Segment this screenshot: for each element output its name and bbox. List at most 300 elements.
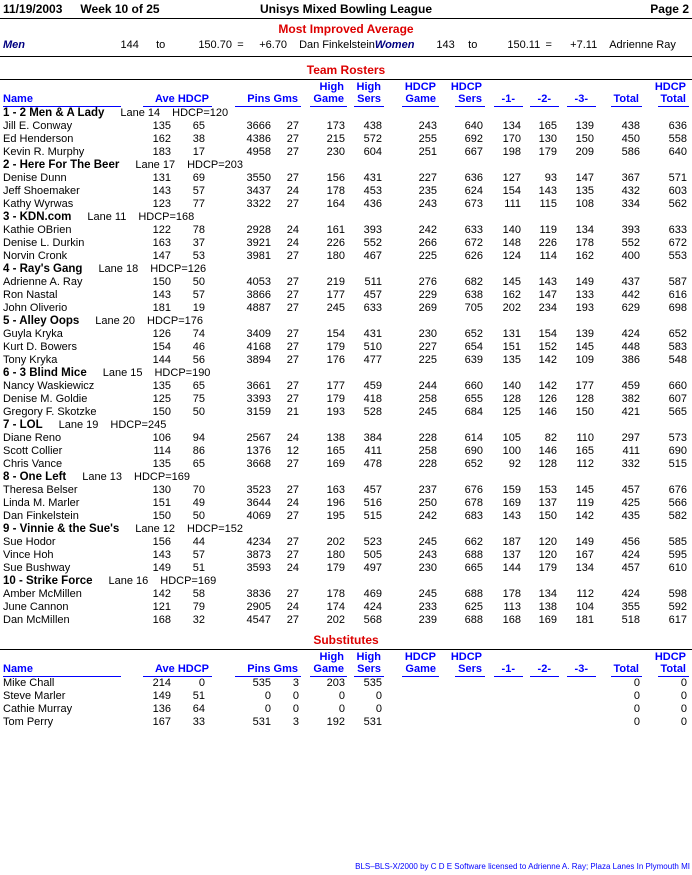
player-row	[3, 614, 689, 627]
player-stat: 27	[286, 341, 299, 353]
player-stat: 633	[464, 224, 483, 236]
player-stat: 258	[418, 445, 437, 457]
player-stat: 431	[363, 172, 382, 184]
col-header-high-game: Game	[301, 663, 347, 677]
player-stat: 2567	[246, 432, 271, 444]
player-stat: 64	[192, 703, 205, 715]
player-name: Denise Dunn	[3, 172, 67, 184]
most-improved-row	[0, 36, 692, 57]
player-name: Kevin R. Murphy	[3, 146, 85, 158]
player-stat: 27	[286, 510, 299, 522]
player-stat: 636	[464, 172, 483, 184]
player-stat: 114	[153, 445, 171, 457]
player-stat: 202	[326, 536, 345, 548]
player-stat: 633	[363, 302, 382, 314]
player-stat: 245	[418, 536, 437, 548]
player-stat: 3981	[246, 250, 271, 262]
player-stat: 153	[538, 484, 557, 496]
player-stat: 165	[575, 445, 594, 457]
player-stat: 421	[621, 406, 640, 418]
player-stat: 27	[286, 276, 299, 288]
col-header-hdcp-sers: Sers	[439, 663, 485, 677]
player-stat: 562	[668, 198, 687, 210]
player-stat: 149	[152, 690, 171, 702]
player-stat: 688	[464, 614, 483, 626]
player-name: Linda M. Marler	[3, 497, 80, 509]
player-stat: 411	[622, 445, 640, 457]
player-stat: 51	[192, 562, 205, 574]
player-stat: 3593	[246, 562, 271, 574]
player-stat: 24	[286, 432, 299, 444]
player-stat: 94	[192, 432, 205, 444]
player-stat: 138	[326, 432, 345, 444]
player-stat: 592	[668, 601, 687, 613]
player-name: Steve Marler	[3, 690, 66, 702]
player-stat: 610	[668, 562, 687, 574]
team-header-cell	[3, 315, 689, 328]
player-stat: 595	[668, 549, 687, 561]
women-delta: +7.11	[570, 39, 598, 51]
player-stat: 531	[363, 716, 382, 728]
col-header-high-game: Game	[301, 93, 347, 107]
team-hdcp-label: HDCP=190	[154, 367, 211, 379]
player-stat: 126	[538, 393, 557, 405]
player-stat: 250	[418, 497, 437, 509]
player-row	[3, 601, 689, 614]
player-stat: 448	[621, 341, 640, 353]
player-stat: 230	[418, 562, 437, 574]
player-stat: 27	[286, 380, 299, 392]
team-header-row	[3, 263, 689, 276]
col-header-game3: -3-	[559, 93, 596, 107]
player-stat: 120	[538, 549, 557, 561]
player-row	[3, 677, 689, 690]
player-stat: 467	[363, 250, 382, 262]
player-stat: 49	[192, 497, 205, 509]
player-name: Diane Reno	[3, 432, 62, 444]
player-stat: 518	[621, 614, 640, 626]
player-stat: 178	[575, 237, 594, 249]
team-title: 1 - 2 Men & A Lady	[3, 107, 105, 119]
player-stat	[559, 677, 596, 690]
player-stat: 124	[502, 250, 521, 262]
team-lane-label: Lane 14	[120, 107, 161, 119]
player-stat: 684	[464, 406, 483, 418]
player-name: Tony Kryka	[3, 354, 58, 366]
player-name: Scott Collier	[3, 445, 63, 457]
player-stat: 459	[621, 380, 640, 392]
team-lane-label: Lane 15	[102, 367, 143, 379]
col-header-hdcp2: HDCP	[450, 81, 482, 93]
team-header-row	[3, 523, 689, 536]
player-row	[3, 185, 689, 198]
player-stat: 27	[286, 198, 299, 210]
team-lane-label: Lane 20	[95, 315, 136, 327]
player-stat: 0	[375, 690, 382, 702]
player-stat: 660	[668, 380, 687, 392]
subs-table-body	[3, 677, 689, 729]
player-stat: 225	[418, 354, 437, 366]
player-stat: 0	[633, 703, 640, 715]
player-stat: 477	[363, 354, 382, 366]
player-stat: 233	[418, 601, 437, 613]
player-row	[3, 172, 689, 185]
player-stat: 196	[326, 497, 345, 509]
team-hdcp-label: HDCP=120	[172, 107, 229, 119]
player-stat: 655	[464, 393, 483, 405]
player-stat: 4168	[246, 341, 271, 353]
player-stat: 178	[502, 588, 521, 600]
player-stat: 17	[192, 146, 205, 158]
player-stat: 586	[621, 146, 640, 158]
team-title: 5 - Alley Oops	[3, 315, 80, 327]
player-stat: 3437	[246, 185, 271, 197]
player-stat: 209	[575, 146, 594, 158]
player-stat: 3661	[246, 380, 271, 392]
player-stat: 219	[326, 276, 345, 288]
player-row	[3, 393, 689, 406]
player-stat: 511	[364, 276, 382, 288]
player-stat: 152	[538, 341, 557, 353]
player-stat: 144	[502, 562, 521, 574]
player-stat: 228	[418, 432, 437, 444]
player-stat: 86	[192, 445, 205, 457]
player-stat: 227	[418, 172, 437, 184]
player-stat: 617	[668, 614, 687, 626]
player-stat: 27	[286, 302, 299, 314]
player-stat: 154	[502, 185, 521, 197]
player-stat: 156	[152, 536, 171, 548]
col-header-spacer	[485, 651, 523, 663]
player-stat: 21	[286, 406, 299, 418]
player-stat: 122	[152, 224, 171, 236]
player-stat: 604	[363, 146, 382, 158]
player-stat: 698	[668, 302, 687, 314]
team-header-row	[3, 107, 689, 120]
player-stat	[485, 703, 523, 716]
col-header-total: Total	[596, 663, 642, 677]
player-stat: 150	[575, 133, 594, 145]
player-row	[3, 302, 689, 315]
player-row	[3, 276, 689, 289]
player-stat	[439, 677, 485, 690]
player-stat: 65	[192, 120, 205, 132]
player-stat: 145	[502, 276, 521, 288]
player-stat: 226	[326, 237, 345, 249]
player-stat: 161	[326, 224, 345, 236]
player-stat: 251	[418, 146, 437, 158]
most-improved-title: Most Improved Average	[278, 22, 414, 36]
player-stat	[559, 716, 596, 729]
player-name: Chris Vance	[3, 458, 63, 470]
player-stat: 57	[192, 185, 205, 197]
player-stat: 225	[418, 250, 437, 262]
player-stat: 149	[152, 562, 171, 574]
player-stat: 46	[192, 341, 205, 353]
team-hdcp-label: HDCP=168	[138, 211, 195, 223]
player-row	[3, 549, 689, 562]
team-header-row	[3, 471, 689, 484]
player-stat: 214	[152, 677, 171, 689]
player-stat: 53	[192, 250, 205, 262]
col-header-high2: High	[356, 651, 381, 663]
player-name: Jeff Shoemaker	[3, 185, 80, 197]
player-stat: 167	[152, 716, 171, 728]
player-stat: 0	[375, 703, 382, 715]
player-stat: 614	[464, 432, 483, 444]
player-stat: 119	[576, 497, 594, 509]
player-stat: 159	[502, 484, 521, 496]
player-stat: 44	[192, 536, 205, 548]
player-stat: 245	[418, 406, 437, 418]
player-stat: 0	[338, 690, 345, 702]
player-stat: 438	[621, 120, 640, 132]
player-stat: 135	[152, 458, 171, 470]
player-stat: 0	[264, 703, 271, 715]
player-stat: 177	[575, 380, 594, 392]
player-stat: 418	[363, 393, 382, 405]
player-stat: 255	[418, 133, 437, 145]
player-stat: 566	[668, 497, 687, 509]
team-header-row	[3, 211, 689, 224]
player-stat: 119	[539, 224, 557, 236]
team-title: 9 - Vinnie & the Sue's	[3, 523, 120, 535]
player-stat: 120	[538, 536, 557, 548]
player-stat: 258	[418, 393, 437, 405]
col-header-hdcp1: HDCP	[404, 81, 436, 93]
player-stat: 169	[502, 497, 521, 509]
col-header-spacer	[523, 81, 559, 93]
player-stat: 154	[152, 341, 171, 353]
player-stat: 0	[633, 690, 640, 702]
player-stat: 131	[152, 172, 171, 184]
player-row	[3, 224, 689, 237]
player-stat: 3409	[246, 328, 271, 340]
team-rosters-title: Team Rosters	[0, 63, 692, 80]
player-stat: 143	[152, 289, 171, 301]
player-name: Adrienne A. Ray	[3, 276, 83, 288]
player-stat: 690	[464, 445, 483, 457]
player-stat: 598	[668, 588, 687, 600]
player-stat: 633	[668, 224, 687, 236]
player-stat: 478	[363, 458, 382, 470]
player-row	[3, 406, 689, 419]
player-stat: 147	[152, 250, 171, 262]
player-stat	[384, 703, 439, 716]
player-stat: 69	[192, 172, 205, 184]
player-name: Sue Hodor	[3, 536, 56, 548]
player-stat: 142	[152, 588, 171, 600]
player-stat: 688	[464, 588, 483, 600]
player-stat: 0	[680, 703, 687, 715]
player-stat: 128	[538, 458, 557, 470]
col-header-hdcp-game: Game	[384, 663, 439, 677]
player-stat: 78	[192, 224, 205, 236]
player-stat: 74	[192, 328, 205, 340]
col-header-high1: High	[319, 81, 344, 93]
player-stat: 24	[286, 224, 299, 236]
player-stat: 558	[668, 133, 687, 145]
player-stat: 243	[418, 120, 437, 132]
player-stat: 179	[326, 562, 345, 574]
player-stat: 3836	[246, 588, 271, 600]
player-stat: 531	[252, 716, 271, 728]
col-header-game1: -1-	[485, 663, 523, 677]
player-stat: 332	[621, 458, 640, 470]
player-stat: 24	[286, 237, 299, 249]
men-equals: =	[237, 39, 244, 51]
player-stat: 146	[538, 445, 557, 457]
player-stat: 585	[668, 536, 687, 548]
player-stat: 226	[538, 237, 557, 249]
player-stat: 276	[418, 276, 437, 288]
player-stat: 2928	[246, 224, 271, 236]
player-stat: 27	[286, 172, 299, 184]
team-title: 3 - KDN.com	[3, 211, 72, 223]
player-name: Dan McMillen	[3, 614, 70, 626]
player-row	[3, 120, 689, 133]
player-stat: 154	[538, 328, 557, 340]
player-stat: 165	[326, 445, 345, 457]
col-header-spacer	[559, 81, 596, 93]
player-stat: 156	[326, 172, 345, 184]
col-header-name: Name	[3, 663, 143, 677]
player-stat: 164	[326, 198, 345, 210]
team-hdcp-label: HDCP=203	[187, 159, 244, 171]
player-stat: 3523	[246, 484, 271, 496]
player-stat: 393	[363, 224, 382, 236]
team-hdcp-label: HDCP=126	[150, 263, 207, 275]
player-name: Ed Henderson	[3, 133, 74, 145]
player-stat: 607	[668, 393, 687, 405]
col-header-spacer	[143, 651, 207, 663]
team-title: 10 - Strike Force	[3, 575, 93, 587]
player-stat: 193	[326, 406, 345, 418]
player-stat: 134	[502, 120, 521, 132]
player-stat: 162	[152, 133, 171, 145]
player-stat: 228	[418, 458, 437, 470]
player-stat: 125	[502, 406, 521, 418]
col-header-game2: -2-	[523, 93, 559, 107]
player-row	[3, 198, 689, 211]
player-stat: 135	[575, 185, 594, 197]
player-name: Sue Bushway	[3, 562, 71, 574]
player-row	[3, 432, 689, 445]
player-stat: 572	[363, 133, 382, 145]
player-stat: 82	[544, 432, 557, 444]
player-stat: 27	[286, 133, 299, 145]
player-row	[3, 354, 689, 367]
player-name: Jill E. Conway	[3, 120, 73, 132]
subs-column-headers	[3, 651, 689, 677]
player-stat: 65	[192, 458, 205, 470]
player-stat: 50	[192, 276, 205, 288]
player-stat: 112	[576, 588, 594, 600]
col-header-high1: High	[319, 651, 344, 663]
player-stat: 640	[464, 120, 483, 132]
player-stat	[439, 703, 485, 716]
player-stat: 692	[464, 133, 483, 145]
player-stat: 603	[668, 185, 687, 197]
player-stat: 245	[326, 302, 345, 314]
team-hdcp-label: HDCP=169	[160, 575, 217, 587]
team-lane-label: Lane 18	[98, 263, 139, 275]
player-stat: 424	[621, 588, 640, 600]
player-stat: 0	[633, 716, 640, 728]
player-name: Kathie OBrien	[3, 224, 72, 236]
player-name: Vince Hoh	[3, 549, 54, 561]
player-stat: 3550	[246, 172, 271, 184]
player-stat: 243	[418, 198, 437, 210]
player-stat: 178	[326, 588, 345, 600]
col-header-hdcp-total: Total	[642, 93, 689, 107]
player-stat: 181	[152, 302, 171, 314]
player-stat: 149	[575, 276, 594, 288]
player-row	[3, 536, 689, 549]
player-stat: 50	[192, 406, 205, 418]
team-header-cell	[3, 263, 689, 276]
player-stat: 180	[326, 549, 345, 561]
player-row	[3, 250, 689, 263]
women-label: Women	[374, 39, 415, 51]
player-stat: 170	[502, 133, 521, 145]
player-stat: 3668	[246, 458, 271, 470]
player-stat: 137	[502, 549, 521, 561]
player-stat: 235	[418, 185, 437, 197]
player-stat: 177	[326, 289, 345, 301]
col-header-spacer	[559, 651, 596, 663]
player-stat: 384	[363, 432, 382, 444]
player-row	[3, 341, 689, 354]
player-stat: 3644	[246, 497, 271, 509]
player-stat: 654	[464, 341, 483, 353]
col-header-spacer	[596, 651, 642, 663]
player-stat: 151	[152, 497, 171, 509]
women-equals: =	[545, 39, 552, 51]
player-stat: 242	[418, 510, 437, 522]
player-stat	[384, 690, 439, 703]
team-rosters-table	[3, 81, 689, 627]
men-to-word: to	[156, 39, 166, 51]
player-row	[3, 562, 689, 575]
player-stat: 79	[192, 601, 205, 613]
player-stat: 106	[152, 432, 171, 444]
player-stat: 57	[192, 549, 205, 561]
player-name: Guyla Kryka	[3, 328, 63, 340]
player-stat	[384, 716, 439, 729]
player-stat: 3322	[246, 198, 271, 210]
player-stat: 457	[363, 484, 382, 496]
team-hdcp-label: HDCP=176	[147, 315, 203, 327]
player-stat: 179	[326, 341, 345, 353]
player-name: John Oliverio	[3, 302, 68, 314]
player-stat: 168	[152, 614, 171, 626]
team-header-row	[3, 367, 689, 380]
player-stat: 0	[680, 677, 687, 689]
player-stat: 169	[326, 458, 345, 470]
player-stat: 145	[575, 484, 594, 496]
player-stat: 176	[326, 354, 345, 366]
player-stat: 639	[464, 354, 483, 366]
player-stat: 127	[502, 172, 521, 184]
rosters-table-body	[3, 107, 689, 627]
player-stat: 334	[621, 198, 640, 210]
player-stat: 111	[504, 198, 521, 210]
player-stat: 552	[621, 237, 640, 249]
player-stat: 165	[538, 120, 557, 132]
player-stat: 528	[363, 406, 382, 418]
player-stat: 138	[538, 601, 557, 613]
